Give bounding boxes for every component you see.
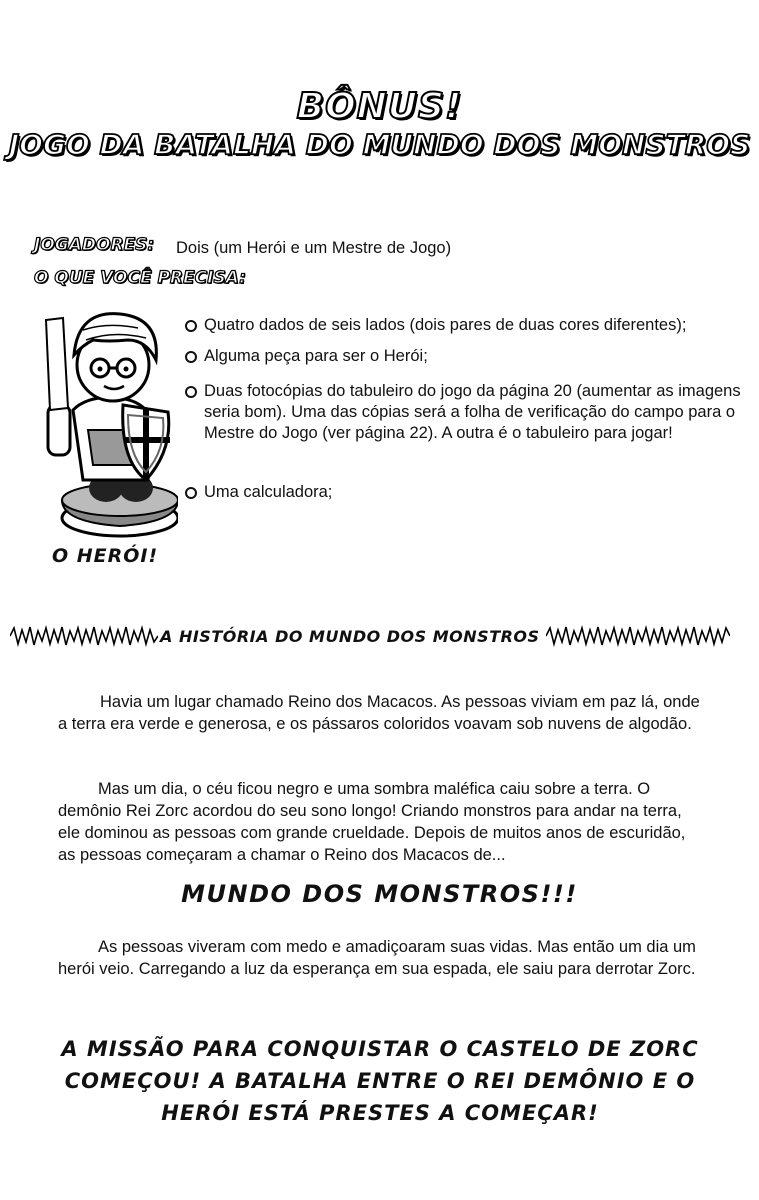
list-item-text: Quatro dados de seis lados (dois pares de duas cores diferentes); bbox=[204, 316, 687, 334]
mission-line: A MISSÃO PARA CONQUISTAR O CASTELO DE ZORC bbox=[61, 1037, 699, 1061]
mission-text bbox=[60, 1033, 700, 1129]
players-label: JOGADORES: bbox=[34, 235, 155, 255]
hero-caption: O HERÓI! bbox=[52, 545, 159, 567]
bullet-circle-icon bbox=[185, 320, 197, 332]
bullet-circle-icon bbox=[185, 487, 197, 499]
mission-line: HERÓI ESTÁ PRESTES A COMEÇAR! bbox=[161, 1101, 599, 1125]
zigzag-divider-right bbox=[546, 624, 730, 648]
needs-label: O QUE VOCÊ PRECISA: bbox=[34, 268, 246, 288]
list-item-text: Alguma peça para ser o Herói; bbox=[204, 347, 428, 365]
hero-figure-image bbox=[28, 300, 178, 545]
bullet-circle-icon bbox=[185, 386, 197, 398]
story-paragraph: Havia um lugar chamado Reino dos Macacos. As pessoas viviam em paz lá, onde a terra era verde e generosa, e os pássaros coloridos voavam sob nuvens de algodão. bbox=[58, 693, 700, 733]
section-heading: A HISTÓRIA DO MUNDO DOS MONSTROS bbox=[160, 627, 540, 646]
page-subtitle: JOGO DA BATALHA DO MUNDO DOS MONSTROS bbox=[8, 128, 751, 161]
page-title: BÔNUS! bbox=[296, 86, 463, 127]
mission-line: COMEÇOU! A BATALHA ENTRE O REI DEMÔNIO E O bbox=[64, 1069, 696, 1093]
zigzag-divider-left bbox=[10, 624, 158, 648]
bullet-circle-icon bbox=[185, 351, 197, 363]
exclaim-heading: MUNDO DOS MONSTROS!!! bbox=[181, 880, 578, 908]
list-item-text: Duas fotocópias do tabuleiro do jogo da página 20 (aumentar as imagens seria bom). Uma das cópias será a folha de verificação do campo para o Mestre do Jogo (ver página 22). A outra é o tabuleiro para jogar! bbox=[204, 382, 741, 442]
players-value: Dois (um Herói e um Mestre de Jogo) bbox=[176, 239, 452, 257]
story-paragraph: Mas um dia, o céu ficou negro e uma sombra maléfica caiu sobre a terra. O demônio Rei Zorc acordou do seu sono longo! Criando monstros para andar na terra, ele dominou as pessoas com grande crueldade. Depois de muitos anos de escuridão, as pessoas começaram a chamar o Reino dos Macacos de... bbox=[58, 780, 686, 864]
list-item-text: Uma calculadora; bbox=[204, 483, 333, 501]
story-paragraph: As pessoas viveram com medo e amadiçoaram suas vidas. Mas então um dia um herói veio. Carregando a luz da esperança em sua espada, ele saiu para derrotar Zorc. bbox=[58, 938, 696, 978]
